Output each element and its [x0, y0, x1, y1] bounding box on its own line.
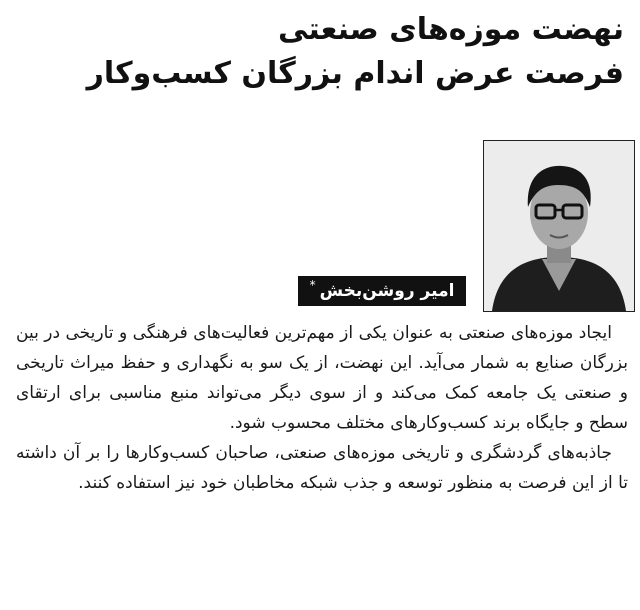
article-paragraph-2: جاذبه‌های گردشگری و تاریخی موزه‌های صنعتی، صاحبان کسب‌وکارها را بر آن داشته تا از این فرصت به منظور توسعه و جذب شبکه مخاطبان خود نیز استفاده کنند.: [16, 443, 628, 493]
author-portrait-icon: [484, 141, 634, 311]
headline: [24, 8, 624, 96]
article-paragraph-1: ایجاد موزه‌های صنعتی به عنوان یکی از مهم‌ترین فعالیت‌های فرهنگی و تاریخی در بین بزرگان صنایع به شمار می‌آید. این نهضت، از یک سو به نگهداری و حفظ میراث تاریخی و صنعتی یک جامعه کمک می‌کند و از سوی دیگر می‌تواند منبع مناسبی برای ارتقای سطح و جایگاه برند کسب‌وکارهای مختلف محسوب شود.: [16, 323, 628, 433]
headline-line-2: فرصت عرض اندام بزرگان کسب‌وکار: [86, 56, 624, 91]
headline-line-1: نهضت موزه‌های صنعتی: [278, 12, 624, 47]
author-photo: [483, 140, 635, 312]
author-byline: [298, 276, 466, 306]
author-footnote-marker: *: [309, 278, 316, 292]
author-name: امیر روشن‌بخش: [319, 281, 455, 301]
article-body: [16, 318, 628, 498]
